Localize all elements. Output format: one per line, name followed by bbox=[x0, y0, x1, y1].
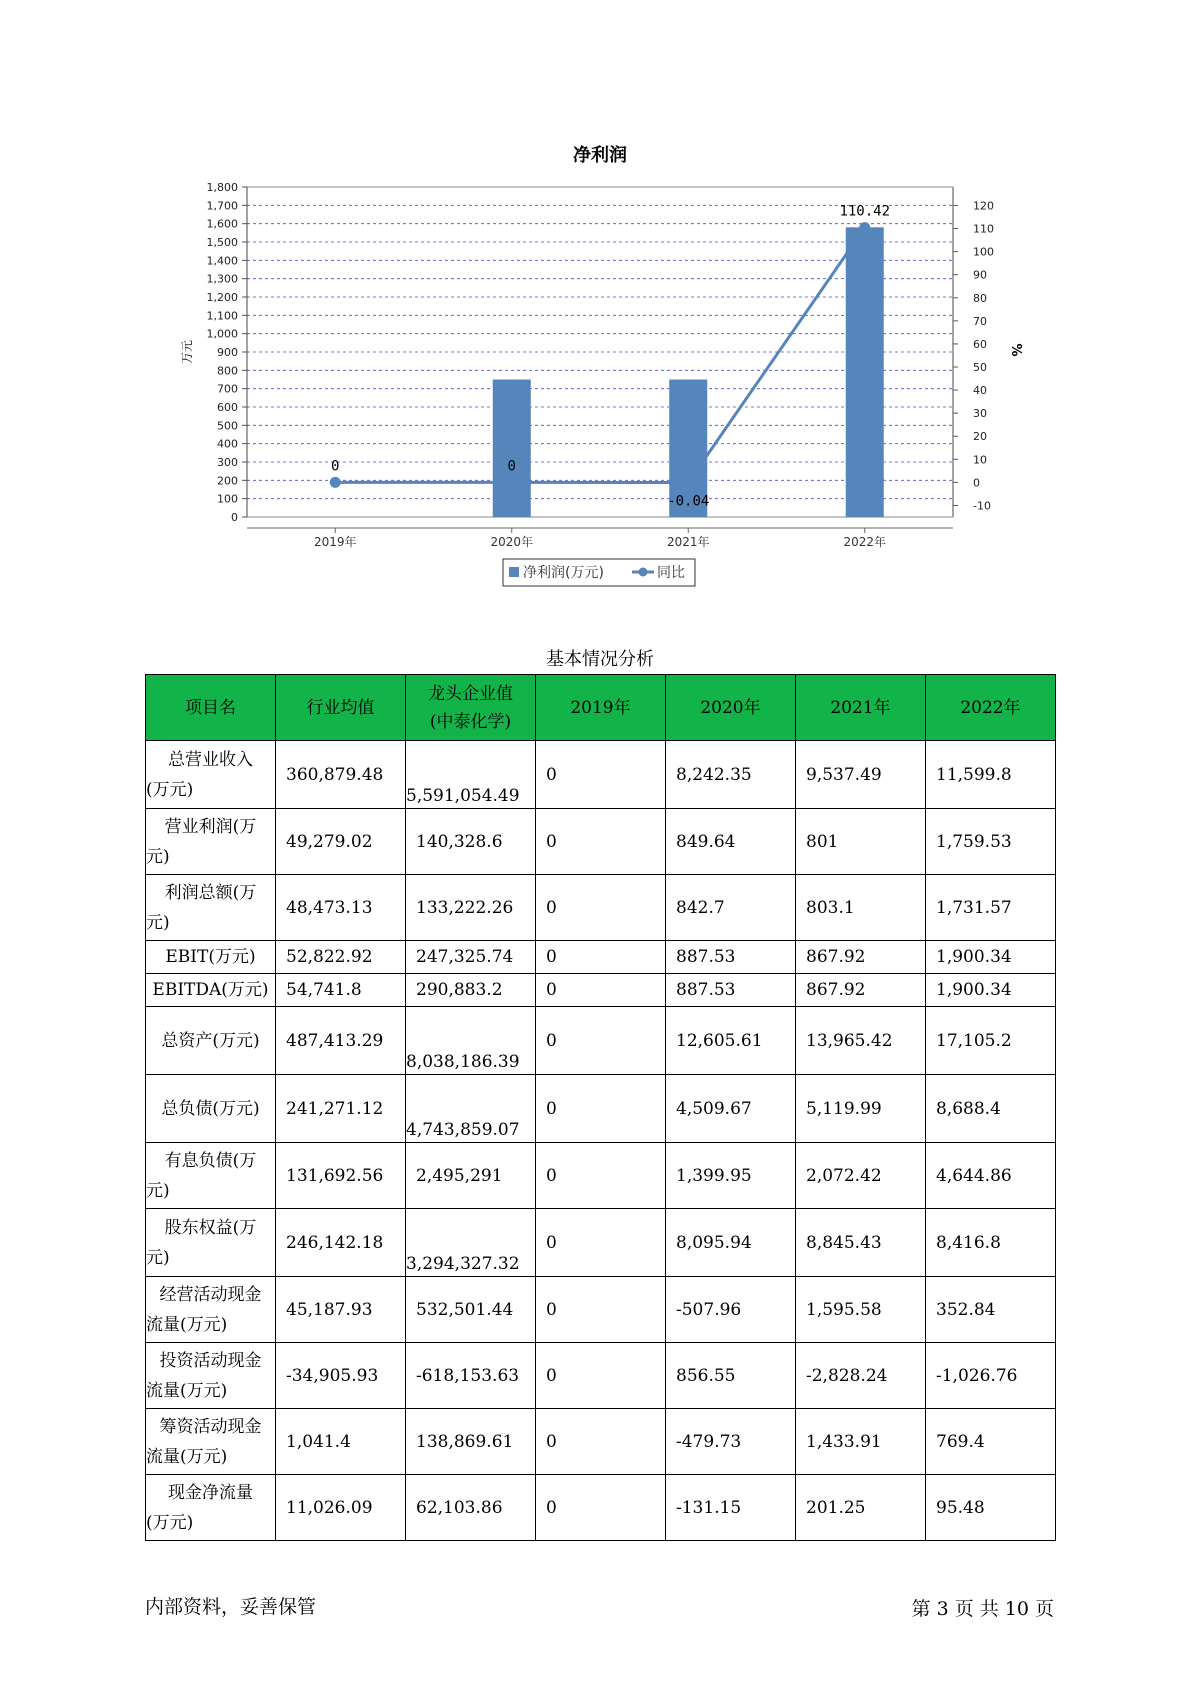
row-label-cell bbox=[146, 1409, 276, 1475]
table-cell: 0 bbox=[536, 1075, 666, 1143]
row-label-text: 经营活动现金 bbox=[159, 1284, 262, 1305]
table-cell: 1,041.4 bbox=[276, 1409, 406, 1475]
y-left-tick-label: 1,600 bbox=[206, 217, 238, 231]
table-cell: 0 bbox=[536, 1475, 666, 1541]
footer-page-number: 第 3 页 共 10 页 bbox=[911, 1598, 1054, 1620]
row-label-text: 利润总额(万 bbox=[164, 882, 257, 903]
table-cell: 13,965.42 bbox=[796, 1007, 926, 1075]
y-right-tick-label: 120 bbox=[973, 199, 994, 213]
line-yoy-point bbox=[683, 477, 694, 488]
table-header-cell bbox=[926, 675, 1056, 741]
y-left-tick-label: 300 bbox=[217, 456, 238, 469]
table-cell: 532,501.44 bbox=[406, 1277, 536, 1343]
bar-net-profit bbox=[846, 227, 884, 517]
row-label-cell bbox=[146, 741, 276, 809]
net-profit-chart bbox=[0, 0, 1191, 600]
row-label-text: 元) bbox=[146, 912, 170, 933]
table-cell: 8,242.35 bbox=[666, 741, 796, 809]
table-cell: -1,026.76 bbox=[926, 1343, 1056, 1409]
y-left-tick-label: 1,500 bbox=[206, 236, 238, 249]
y-right-axis-label: % bbox=[1008, 343, 1023, 357]
table-cell: 0 bbox=[536, 1343, 666, 1409]
table-header-row bbox=[146, 675, 1056, 741]
table-cell: -479.73 bbox=[666, 1409, 796, 1475]
table-caption: 基本情况分析 bbox=[546, 649, 654, 670]
chart-svg bbox=[0, 0, 1191, 600]
row-label-cell bbox=[146, 1343, 276, 1409]
y-left-tick-label: 100 bbox=[217, 492, 238, 506]
table-cell: 8,688.4 bbox=[926, 1075, 1056, 1143]
table-row bbox=[146, 1075, 1056, 1143]
row-label-text: 现金净流量 bbox=[168, 1482, 253, 1503]
y-right-tick-label: 10 bbox=[973, 453, 987, 467]
y-left-tick-label: 500 bbox=[217, 419, 238, 433]
table-cell: 1,759.53 bbox=[926, 809, 1056, 875]
row-label-text: 流量(万元) bbox=[146, 1446, 228, 1467]
y-left-tick-label: 800 bbox=[217, 364, 238, 378]
row-label-cell bbox=[146, 1209, 276, 1277]
table-cell: 867.92 bbox=[796, 974, 926, 1007]
row-label-cell bbox=[146, 1277, 276, 1343]
y-right-tick-label: 40 bbox=[973, 384, 987, 398]
table-row bbox=[146, 1277, 1056, 1343]
table-row bbox=[146, 875, 1056, 941]
table-header-cell bbox=[406, 675, 536, 741]
legend-bar-label: 净利润(万元) bbox=[523, 565, 604, 581]
table-cell: 12,605.61 bbox=[666, 1007, 796, 1075]
table-cell: 856.55 bbox=[666, 1343, 796, 1409]
table-cell: 8,416.8 bbox=[926, 1209, 1056, 1277]
table-cell: 8,095.94 bbox=[666, 1209, 796, 1277]
line-yoy-point bbox=[330, 477, 341, 488]
y-right-tick-label: 90 bbox=[973, 268, 987, 282]
table-header-text: 2022年 bbox=[960, 697, 1021, 718]
row-label-text: 总负债(万元) bbox=[161, 1098, 260, 1119]
table-cell: 0 bbox=[536, 941, 666, 974]
y-left-tick-label: 0 bbox=[231, 511, 238, 524]
table-cell: 867.92 bbox=[796, 941, 926, 974]
row-label-text: 营业利润(万 bbox=[164, 816, 257, 837]
table-row bbox=[146, 974, 1056, 1007]
table-header-text: (中泰化学) bbox=[429, 711, 512, 732]
legend-bar-swatch bbox=[509, 567, 519, 577]
y-right-tick-label: 60 bbox=[973, 337, 987, 351]
y-left-tick-label: 1,100 bbox=[206, 309, 238, 323]
table-cell: 290,883.2 bbox=[406, 974, 536, 1007]
table-cell: 1,399.95 bbox=[666, 1143, 796, 1209]
y-left-tick-label: 1,400 bbox=[206, 254, 238, 268]
table-header-text: 2021年 bbox=[830, 697, 891, 718]
row-label-cell bbox=[146, 809, 276, 875]
table-row bbox=[146, 1475, 1056, 1541]
table-cell: 1,731.57 bbox=[926, 875, 1056, 941]
table-cell: 0 bbox=[536, 1409, 666, 1475]
row-label-text: 元) bbox=[146, 1247, 170, 1268]
table-cell: 352.84 bbox=[926, 1277, 1056, 1343]
row-label-text: 流量(万元) bbox=[146, 1380, 228, 1401]
table-cell: 48,473.13 bbox=[276, 875, 406, 941]
table-cell: 62,103.86 bbox=[406, 1475, 536, 1541]
table-row bbox=[146, 1209, 1056, 1277]
line-yoy bbox=[335, 228, 865, 483]
table-cell: 52,822.92 bbox=[276, 941, 406, 974]
table-cell: 138,869.61 bbox=[406, 1409, 536, 1475]
row-label-text: 总营业收入 bbox=[168, 749, 253, 770]
row-label-cell bbox=[146, 1143, 276, 1209]
table-header-cell bbox=[796, 675, 926, 741]
table-cell: -34,905.93 bbox=[276, 1343, 406, 1409]
table-row bbox=[146, 941, 1056, 974]
table-cell: 0 bbox=[536, 809, 666, 875]
legend-line-marker bbox=[639, 568, 648, 577]
y-left-tick-label: 1,300 bbox=[206, 272, 238, 286]
y-left-tick-label: 900 bbox=[217, 346, 238, 359]
row-label-text: 投资活动现金 bbox=[159, 1350, 262, 1371]
table-cell: 8,038,186.39 bbox=[406, 1007, 536, 1075]
table-cell: 0 bbox=[536, 1007, 666, 1075]
row-label-cell bbox=[146, 875, 276, 941]
row-label-text: EBITDA(万元) bbox=[152, 980, 269, 1000]
y-left-tick-label: 1,200 bbox=[206, 291, 238, 304]
y-left-tick-label: 200 bbox=[217, 474, 238, 488]
table-cell: 887.53 bbox=[666, 941, 796, 974]
table-header-text: 行业均值 bbox=[306, 697, 375, 718]
y-right-tick-label: 50 bbox=[973, 361, 987, 374]
row-label-text: 元) bbox=[146, 846, 170, 867]
table-header-text: 2020年 bbox=[700, 697, 761, 718]
table-body bbox=[146, 741, 1056, 1541]
line-yoy-point bbox=[506, 477, 517, 488]
table-row bbox=[146, 1007, 1056, 1075]
basic-analysis-table bbox=[145, 674, 1056, 1541]
row-label-text: 总资产(万元) bbox=[161, 1030, 260, 1051]
footer-confidential-note: 内部资料，妥善保管 bbox=[145, 1596, 317, 1618]
table-row bbox=[146, 809, 1056, 875]
row-label-text: 元) bbox=[146, 1180, 170, 1201]
row-label-cell bbox=[146, 1475, 276, 1541]
row-label-text: 有息负债(万 bbox=[164, 1150, 257, 1171]
row-label-cell bbox=[146, 941, 276, 974]
legend-line-label: 同比 bbox=[657, 565, 685, 581]
table-cell: 49,279.02 bbox=[276, 809, 406, 875]
row-label-text: (万元) bbox=[146, 1512, 194, 1533]
x-tick-label: 2020年 bbox=[490, 535, 534, 549]
y-left-tick-label: 1,000 bbox=[206, 327, 238, 341]
table-cell: 769.4 bbox=[926, 1409, 1056, 1475]
x-tick-label: 2019年 bbox=[313, 535, 357, 549]
table-cell: -618,153.63 bbox=[406, 1343, 536, 1409]
row-label-text: 筹资活动现金 bbox=[159, 1416, 262, 1437]
table-header-cell bbox=[536, 675, 666, 741]
table-row bbox=[146, 1143, 1056, 1209]
table-header-text: 项目名 bbox=[185, 697, 236, 718]
row-label-cell bbox=[146, 974, 276, 1007]
x-tick-label: 2022年 bbox=[843, 535, 887, 549]
y-right-tick-label: 100 bbox=[973, 245, 994, 259]
table-cell: 17,105.2 bbox=[926, 1007, 1056, 1075]
line-yoy-data-label: 0 bbox=[331, 458, 340, 475]
table-cell: 9,537.49 bbox=[796, 741, 926, 809]
row-label-text: 流量(万元) bbox=[146, 1314, 228, 1335]
row-label-text: 股东权益(万 bbox=[164, 1217, 257, 1238]
y-right-tick-label: 0 bbox=[973, 476, 980, 490]
table-cell: 241,271.12 bbox=[276, 1075, 406, 1143]
y-left-tick-label: 700 bbox=[217, 382, 238, 396]
table-cell: 3,294,327.32 bbox=[406, 1209, 536, 1277]
y-left-tick-label: 1,800 bbox=[206, 181, 238, 194]
table-header-cell bbox=[666, 675, 796, 741]
table-cell: 4,743,859.07 bbox=[406, 1075, 536, 1143]
table-cell: -507.96 bbox=[666, 1277, 796, 1343]
table-row bbox=[146, 1343, 1056, 1409]
table-header-cell bbox=[146, 675, 276, 741]
table-cell: -2,828.24 bbox=[796, 1343, 926, 1409]
y-right-tick-label: 20 bbox=[973, 430, 987, 444]
table-cell: 0 bbox=[536, 1143, 666, 1209]
y-right-tick-label: 80 bbox=[973, 291, 987, 305]
table-header-cell bbox=[276, 675, 406, 741]
table-cell: 0 bbox=[536, 741, 666, 809]
table-cell: 2,495,291 bbox=[406, 1143, 536, 1209]
table-cell: 4,644.86 bbox=[926, 1143, 1056, 1209]
table-cell: 11,026.09 bbox=[276, 1475, 406, 1541]
chart-title: 净利润 bbox=[573, 145, 627, 166]
table-cell: 1,900.34 bbox=[926, 974, 1056, 1007]
table-cell: 887.53 bbox=[666, 974, 796, 1007]
y-right-tick-label: 110 bbox=[973, 222, 994, 236]
table-cell: 0 bbox=[536, 1277, 666, 1343]
row-label-text: (万元) bbox=[146, 779, 194, 800]
table-cell: 360,879.48 bbox=[276, 741, 406, 809]
bar-net-profit bbox=[493, 380, 531, 518]
table-cell: 247,325.74 bbox=[406, 941, 536, 974]
table-cell: 54,741.8 bbox=[276, 974, 406, 1007]
table-cell: 1,595.58 bbox=[796, 1277, 926, 1343]
y-left-tick-label: 1,700 bbox=[206, 199, 238, 213]
y-right-tick-label: 70 bbox=[973, 314, 987, 328]
table-row bbox=[146, 741, 1056, 809]
table-cell: 842.7 bbox=[666, 875, 796, 941]
table-header-text: 2019年 bbox=[570, 697, 631, 718]
line-yoy-data-label: 0 bbox=[507, 458, 516, 475]
table-cell: 803.1 bbox=[796, 875, 926, 941]
table-cell: 1,433.91 bbox=[796, 1409, 926, 1475]
y-right-tick-label: 30 bbox=[973, 407, 987, 421]
table-cell: 95.48 bbox=[926, 1475, 1056, 1541]
table-cell: 4,509.67 bbox=[666, 1075, 796, 1143]
table-cell: 45,187.93 bbox=[276, 1277, 406, 1343]
row-label-text: EBIT(万元) bbox=[165, 947, 256, 967]
table-cell: 0 bbox=[536, 974, 666, 1007]
table-cell: 0 bbox=[536, 875, 666, 941]
table-cell: 5,591,054.49 bbox=[406, 741, 536, 809]
table-cell: 849.64 bbox=[666, 809, 796, 875]
table-cell: 2,072.42 bbox=[796, 1143, 926, 1209]
y-left-tick-label: 600 bbox=[217, 401, 238, 414]
table-cell: 140,328.6 bbox=[406, 809, 536, 875]
table-cell: 11,599.8 bbox=[926, 741, 1056, 809]
table-cell: 1,900.34 bbox=[926, 941, 1056, 974]
table-cell: 246,142.18 bbox=[276, 1209, 406, 1277]
table-cell: 487,413.29 bbox=[276, 1007, 406, 1075]
table-cell: 0 bbox=[536, 1209, 666, 1277]
table-header-text: 龙头企业值 bbox=[428, 683, 513, 704]
x-tick-label: 2021年 bbox=[666, 535, 710, 549]
row-label-cell bbox=[146, 1007, 276, 1075]
row-label-cell bbox=[146, 1075, 276, 1143]
table-cell: 8,845.43 bbox=[796, 1209, 926, 1277]
table-cell: -131.15 bbox=[666, 1475, 796, 1541]
table-cell: 201.25 bbox=[796, 1475, 926, 1541]
y-left-axis-label: 万元 bbox=[180, 339, 194, 365]
table-row bbox=[146, 1409, 1056, 1475]
table-cell: 5,119.99 bbox=[796, 1075, 926, 1143]
table-cell: 133,222.26 bbox=[406, 875, 536, 941]
line-yoy-data-label: -0.04 bbox=[667, 493, 710, 510]
line-yoy-point bbox=[859, 222, 870, 233]
y-right-tick-label: -10 bbox=[973, 499, 991, 513]
table-cell: 801 bbox=[796, 809, 926, 875]
table-cell: 131,692.56 bbox=[276, 1143, 406, 1209]
y-left-tick-label: 400 bbox=[217, 437, 238, 451]
line-yoy-data-label: 110.42 bbox=[839, 203, 891, 220]
